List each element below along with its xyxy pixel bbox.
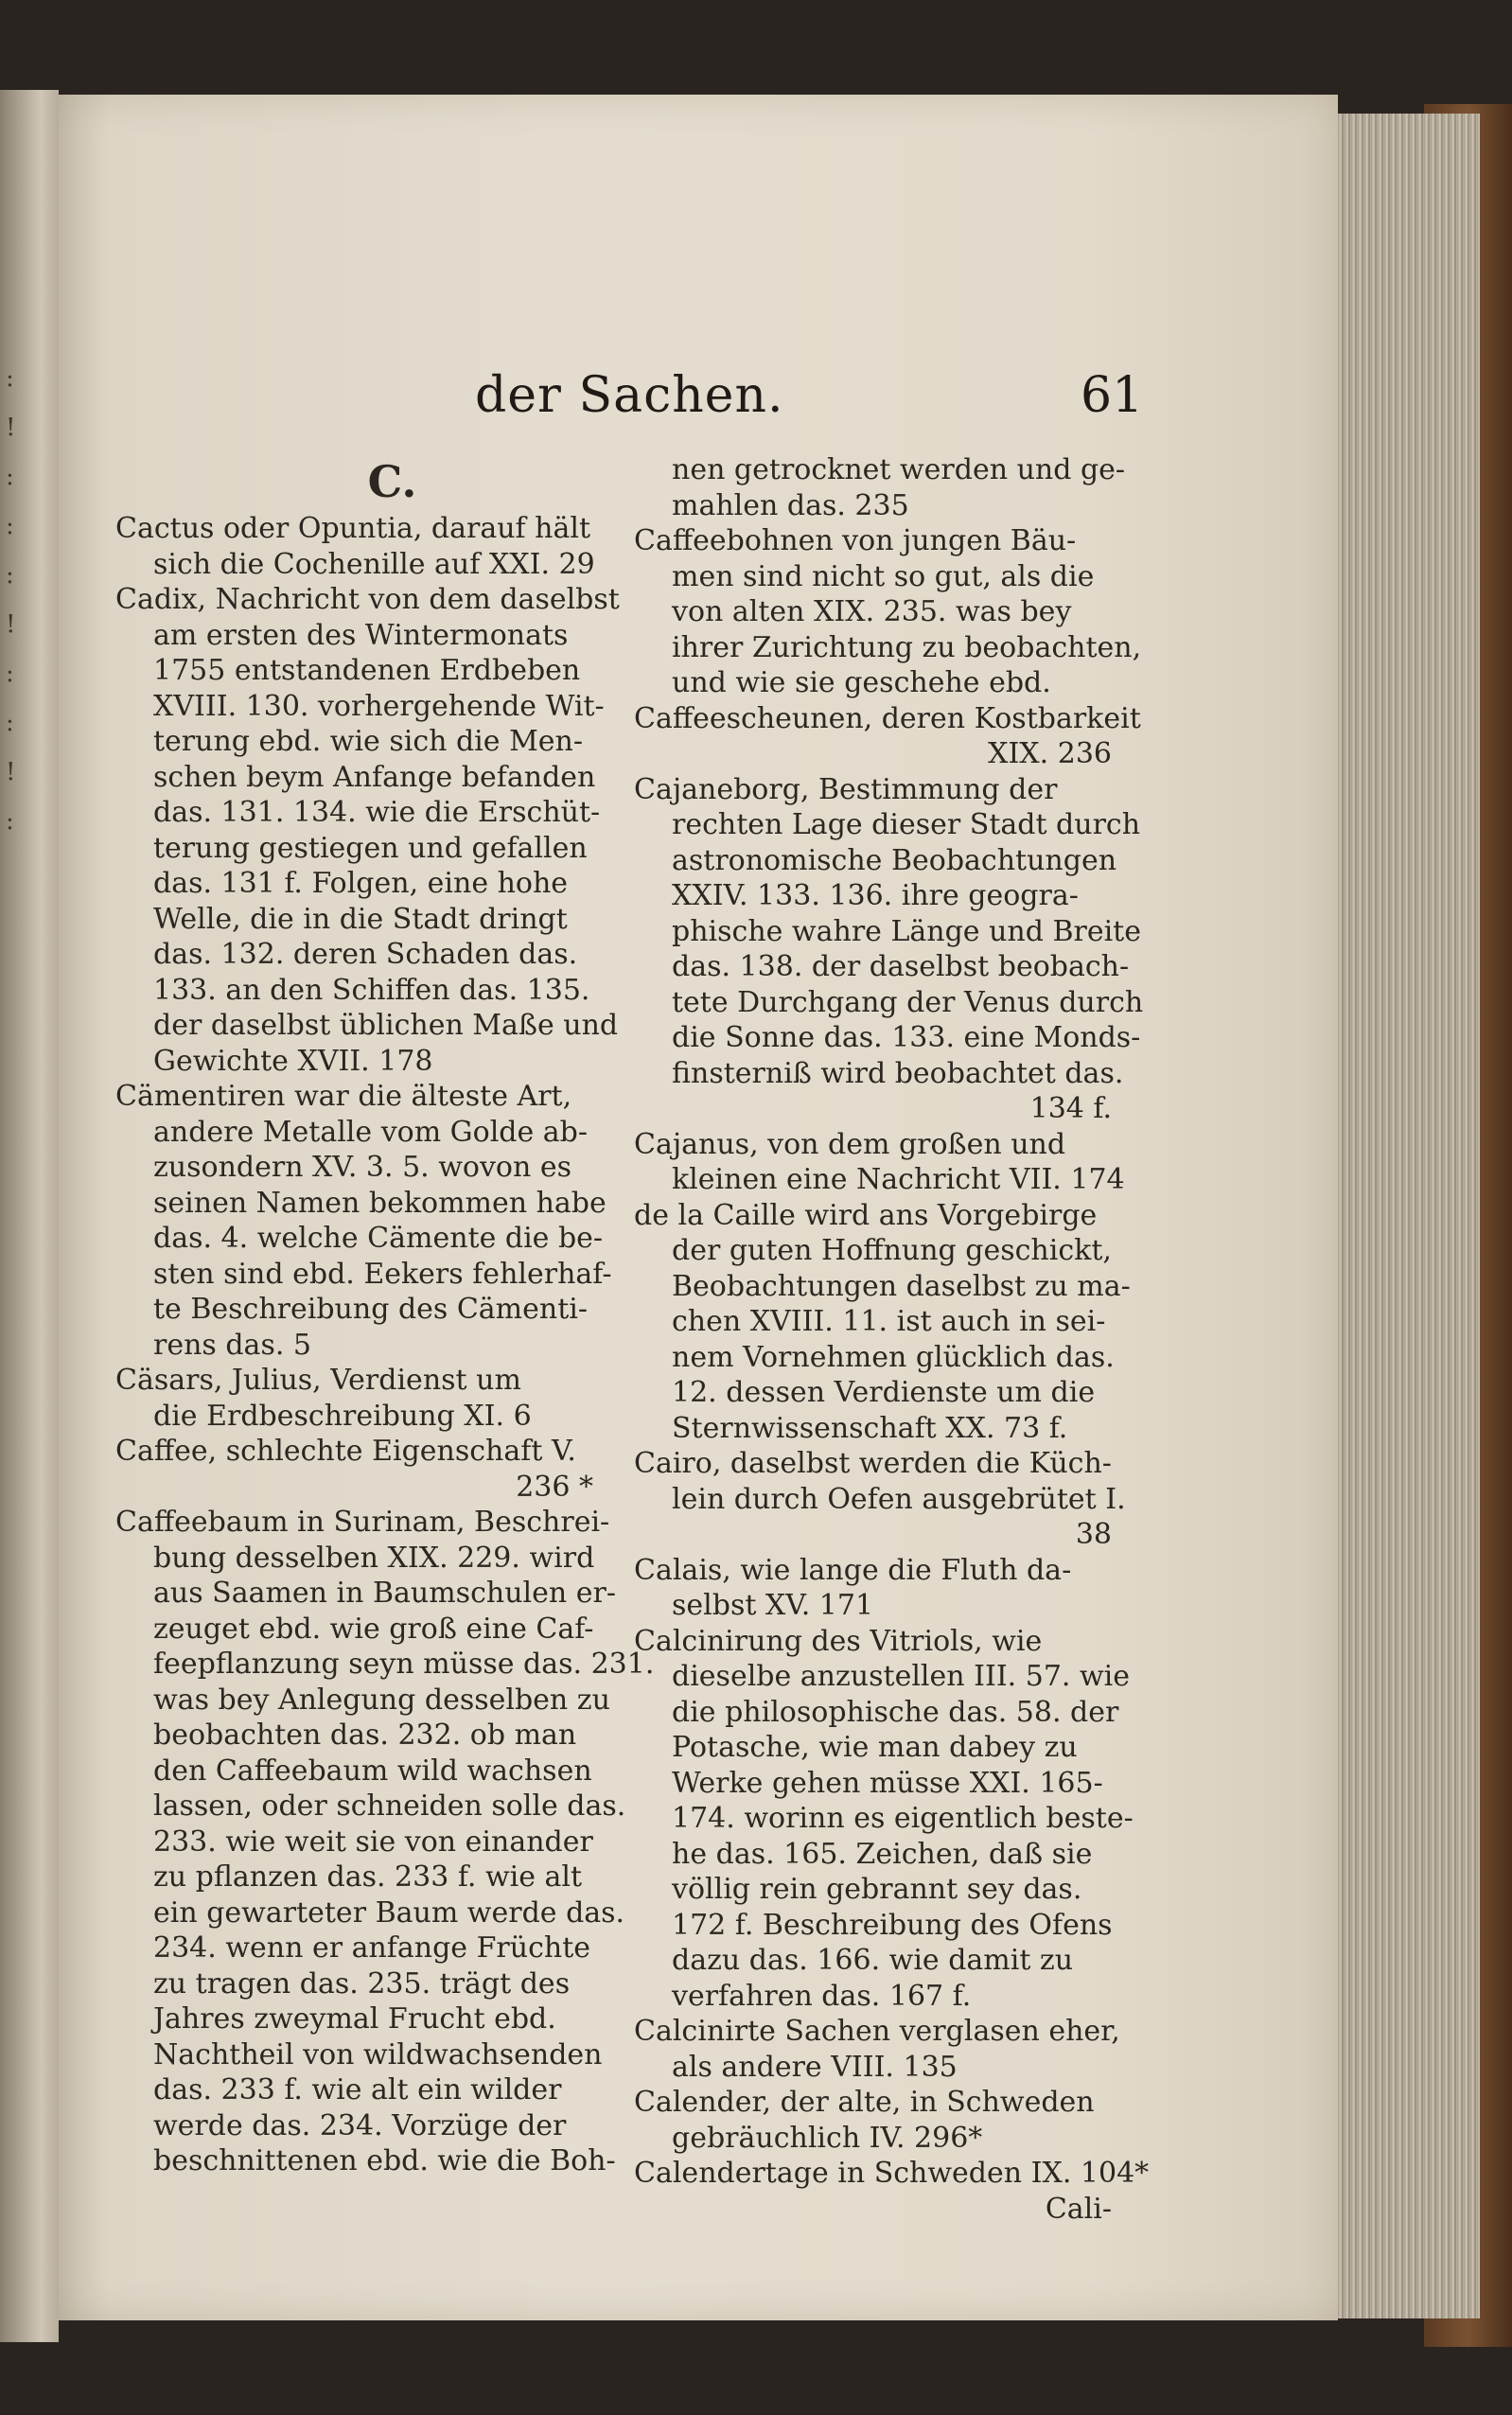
- index-line: 172 f. Beschreibung des Ofens: [672, 1908, 1113, 1942]
- index-line: bung desselben XIX. 229. wird: [153, 1541, 595, 1575]
- index-line: men sind nicht so gut, als die: [672, 559, 1095, 593]
- index-line: das. 233 f. wie alt ein wilder: [153, 2073, 562, 2107]
- index-line: zeuget ebd. wie groß eine Caf-: [153, 1612, 594, 1646]
- index-line: völlig rein gebrannt sey das.: [672, 1873, 1082, 1906]
- index-line: zu pflanzen das. 233 f. wie alt: [153, 1860, 583, 1894]
- index-line: lassen, oder schneiden solle das.: [153, 1789, 626, 1823]
- index-line: das. 131 f. Folgen, eine hohe: [153, 867, 569, 900]
- index-line: beschnittenen ebd. wie die Boh-: [153, 2144, 616, 2177]
- index-line: Potasche, wie man dabey zu: [672, 1731, 1078, 1764]
- book-page: [59, 95, 1338, 2320]
- index-line: sten sind ebd. Eekers fehlerhaf-: [153, 1257, 612, 1291]
- index-line: gebräuchlich IV. 296*: [672, 2121, 983, 2155]
- index-line: dieselbe anzustellen III. 57. wie: [672, 1660, 1131, 1693]
- index-line: Welle, die in die Stadt dringt: [153, 902, 568, 936]
- index-line: selbst XV. 171: [672, 1589, 874, 1622]
- index-line: Calcinirung des Vitriols, wie: [634, 1624, 1043, 1658]
- index-line: Cadix, Nachricht von dem daselbst: [115, 583, 620, 616]
- index-line: Nachtheil von wildwachsenden: [153, 2037, 603, 2071]
- index-line: den Caffeebaum wild wachsen: [153, 1754, 592, 1788]
- index-line: mahlen das. 235: [672, 488, 909, 522]
- index-line: werde das. 234. Vorzüge der: [153, 2108, 567, 2142]
- left-column-lines: [115, 511, 655, 2179]
- index-line: ihrer Zurichtung zu beobachten,: [672, 630, 1142, 664]
- index-line: Cajanus, von dem großen und: [634, 1127, 1066, 1161]
- index-line: nen getrocknet werden und ge-: [672, 453, 1126, 486]
- page-header: [59, 367, 1338, 443]
- index-line: Caffee, schlechte Eigenschaft V.: [115, 1435, 576, 1468]
- index-line: phische wahre Länge und Breite: [672, 914, 1141, 948]
- index-line: lein durch Oefen ausgebrütet I.: [672, 1482, 1126, 1516]
- index-line: 236 *: [516, 1470, 593, 1504]
- index-line: Cactus oder Opuntia, darauf hält: [115, 512, 591, 545]
- index-line: astronomische Beobachtungen: [672, 843, 1117, 877]
- index-line: beobachten das. 232. ob man: [153, 1719, 577, 1752]
- index-line: aus Saamen in Baumschulen er-: [153, 1577, 616, 1610]
- index-line: 38: [1075, 1518, 1112, 1551]
- section-letter: C.: [367, 456, 417, 507]
- index-line: am ersten des Wintermonats: [153, 618, 569, 652]
- facing-page-edge: [0, 90, 59, 2342]
- index-line: Cämentiren war die älteste Art,: [115, 1080, 572, 1113]
- index-line: das. 131. 134. wie die Erschüt-: [153, 796, 601, 829]
- right-column-lines: [634, 452, 1150, 2192]
- index-line: tete Durchgang der Venus durch: [672, 985, 1144, 1019]
- index-line: verfahren das. 167 f.: [672, 1979, 972, 2013]
- index-line: Calais, wie lange die Fluth da-: [634, 1553, 1072, 1587]
- index-line: 1755 entstandenen Erdbeben: [153, 654, 581, 687]
- index-line: Jahres zweymal Frucht ebd.: [153, 2002, 556, 2036]
- index-line: XXIV. 133. 136. ihre geogra-: [672, 879, 1079, 912]
- index-line: was bey Anlegung desselben zu: [153, 1683, 610, 1717]
- index-line: die Sonne das. 133. eine Monds-: [672, 1021, 1141, 1054]
- index-line: von alten XIX. 235. was bey: [672, 595, 1072, 628]
- index-line: 234. wenn er anfange Früchte: [153, 1931, 590, 1965]
- page-block-edges: [1338, 114, 1480, 2318]
- index-line: und wie sie geschehe ebd.: [672, 666, 1051, 699]
- index-line: he das. 165. Zeichen, daß sie: [672, 1837, 1093, 1871]
- index-line: rens das. 5: [153, 1328, 311, 1362]
- index-line: Cajaneborg, Bestimmung der: [634, 772, 1058, 806]
- index-line: finsterniß wird beobachtet das.: [672, 1056, 1124, 1090]
- index-line: rechten Lage dieser Stadt durch: [672, 808, 1141, 841]
- index-line: Cairo, daselbst werden die Küch-: [634, 1447, 1112, 1480]
- index-line: 134 f.: [1029, 1092, 1112, 1125]
- index-line: Calcinirte Sachen verglasen eher,: [634, 2015, 1120, 2048]
- index-line: der daselbst üblichen Maße und: [153, 1009, 619, 1042]
- index-line: Caffeebaum in Surinam, Beschrei-: [115, 1506, 610, 1539]
- index-line: zu tragen das. 235. trägt des: [153, 1966, 571, 2001]
- index-line: die Erdbeschreibung XI. 6: [153, 1399, 532, 1433]
- index-line: Werke gehen müsse XXI. 165-: [672, 1766, 1103, 1800]
- catchword: Cali-: [1045, 2192, 1112, 2226]
- index-line: 174. worinn es eigentlich beste-: [672, 1802, 1134, 1835]
- index-line: sich die Cochenille auf XXI. 29: [153, 547, 595, 581]
- index-line: als andere VIII. 135: [672, 2050, 958, 2084]
- index-line: Cäsars, Julius, Verdienst um: [115, 1364, 521, 1397]
- left-column: [115, 452, 655, 2179]
- index-line: nem Vornehmen glücklich das.: [672, 1340, 1115, 1374]
- index-line: chen XVIII. 11. ist auch in sei-: [672, 1305, 1106, 1338]
- index-line: Caffeebohnen von jungen Bäu-: [634, 524, 1077, 557]
- index-line: Beobachtungen daselbst zu ma-: [672, 1269, 1131, 1303]
- running-head: der Sachen.: [475, 367, 784, 424]
- index-line: XIX. 236: [988, 737, 1112, 770]
- index-line: kleinen eine Nachricht VII. 174: [672, 1163, 1125, 1196]
- index-line: schen beym Anfange befanden: [153, 760, 596, 794]
- index-line: die philosophische das. 58. der: [672, 1695, 1119, 1729]
- index-line: zusondern XV. 3. 5. wovon es: [153, 1151, 571, 1184]
- index-line: Caffeescheunen, deren Kostbarkeit: [634, 701, 1141, 735]
- index-line: terung ebd. wie sich die Men-: [153, 725, 583, 758]
- facing-page-fragments: : ! : : : ! : : ! :: [6, 364, 16, 836]
- index-line: Calender, der alte, in Schweden: [634, 2086, 1095, 2119]
- index-line: Gewichte XVII. 178: [153, 1044, 433, 1078]
- page-number: 61: [1081, 367, 1144, 424]
- index-line: Calendertage in Schweden IX. 104*: [634, 2157, 1150, 2190]
- index-line: 133. an den Schiffen das. 135.: [153, 973, 590, 1007]
- index-line: das. 4. welche Cämente die be-: [153, 1222, 604, 1255]
- index-line: dazu das. 166. wie damit zu: [672, 1944, 1074, 1977]
- index-line: das. 138. der daselbst beobach-: [672, 950, 1130, 983]
- index-line: andere Metalle vom Golde ab-: [153, 1115, 589, 1149]
- index-line: ein gewarteter Baum werde das.: [153, 1895, 625, 1930]
- index-line: XVIII. 130. vorhergehende Wit-: [153, 689, 605, 723]
- index-line: das. 132. deren Schaden das.: [153, 938, 578, 971]
- index-line: der guten Hoffnung geschickt,: [672, 1234, 1112, 1267]
- index-line: te Beschreibung des Cämenti-: [153, 1293, 588, 1326]
- right-column: [634, 452, 1150, 2227]
- index-line: de la Caille wird ans Vorgebirge: [634, 1198, 1098, 1232]
- index-line: seinen Namen bekommen habe: [153, 1186, 607, 1220]
- index-line: feepflanzung seyn müsse das. 231.: [153, 1648, 655, 1681]
- index-line: Sternwissenschaft XX. 73 f.: [672, 1411, 1068, 1445]
- index-line: 233. wie weit sie von einander: [153, 1824, 593, 1859]
- index-line: 12. dessen Verdienste um die: [672, 1376, 1096, 1409]
- index-line: terung gestiegen und gefallen: [153, 831, 588, 865]
